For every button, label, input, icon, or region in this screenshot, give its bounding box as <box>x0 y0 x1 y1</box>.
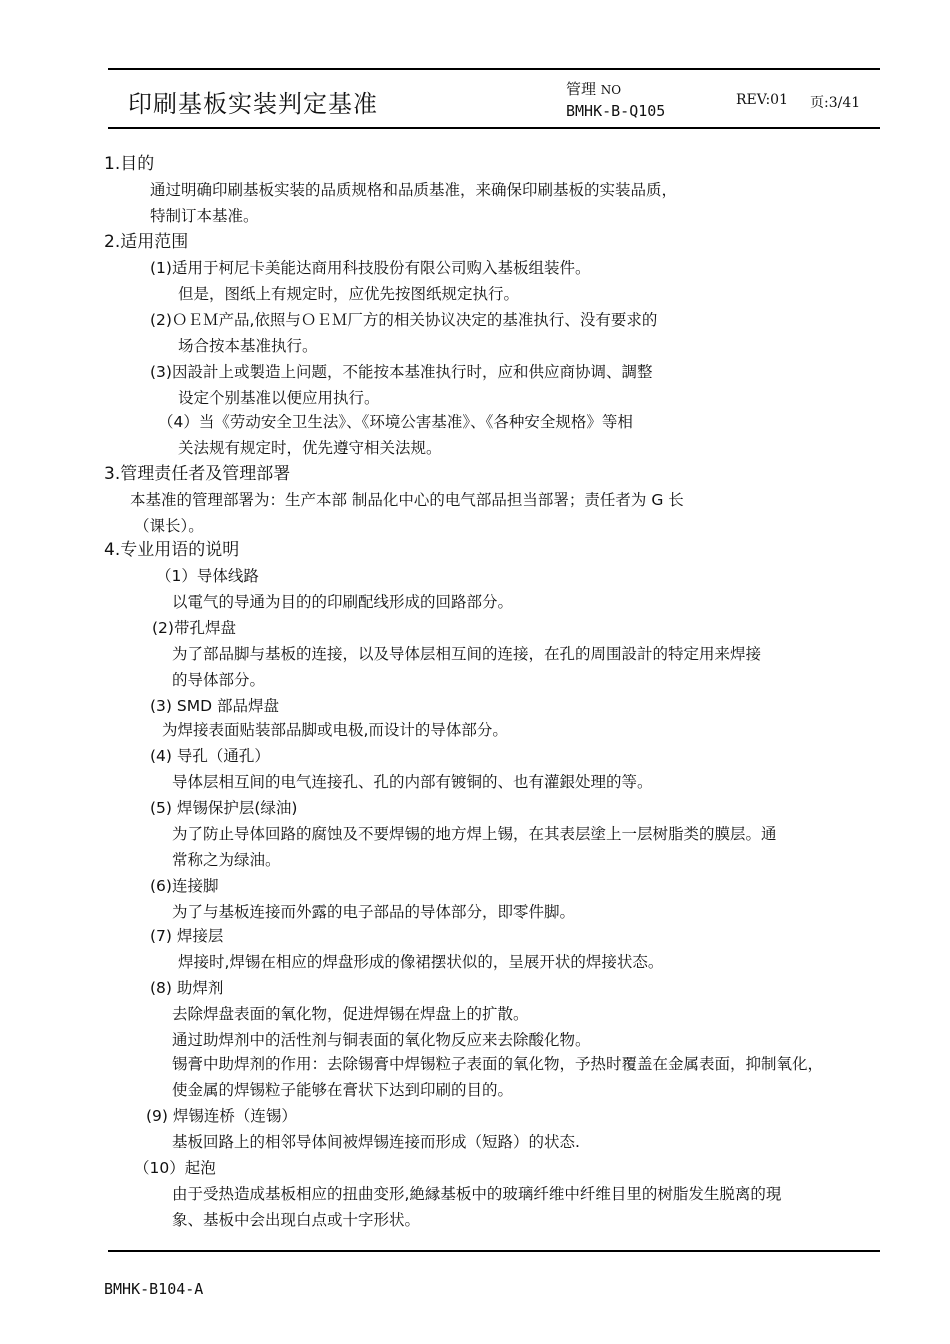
section-heading-responsibility: 3.管理责任者及管理部署 <box>104 464 291 484</box>
term-heading: (3) SMD 部品焊盘 <box>150 697 279 715</box>
header-top-rule <box>108 68 880 70</box>
body-line: 导体层相互间的电气连接孔、孔的内部有镀铜的、也有灌銀处理的等。 <box>172 773 653 791</box>
body-line: 特制订本基准。 <box>150 207 259 225</box>
term-heading: (5) 焊锡保护层(绿油) <box>150 799 298 817</box>
body-line: (2)ＯＥＭ产品,依照与ＯＥＭ厂方的相关协议决定的基准执行、没有要求的 <box>150 311 658 329</box>
term-heading: (4) 导孔（通孔） <box>150 747 270 765</box>
body-line: 为了与基板连接而外露的电子部品的导体部分，即零件脚。 <box>172 903 576 921</box>
body-line: 锡膏中助焊剂的作用：去除锡膏中焊锡粒子表面的氧化物，予热时覆盖在金属表面，抑制氧化， <box>172 1055 824 1073</box>
body-line: 焊接时,焊锡在相应的焊盘形成的像裙摆状似的，呈展开状的焊接状态。 <box>178 953 664 971</box>
header-bottom-rule <box>108 127 880 129</box>
body-line: 象、基板中会出现白点或十字形状。 <box>172 1211 421 1229</box>
management-no-label: NO <box>600 83 622 97</box>
body-line: 但是，图纸上有规定时，应优先按图纸规定执行。 <box>178 285 520 303</box>
body-line: 基板回路上的相邻导体间被焊锡连接而形成（短路）的状态. <box>172 1133 580 1151</box>
document-number: BMHK-B-Q105 <box>566 102 666 120</box>
page-number: 页:3/41 <box>810 95 861 111</box>
footer-form-code: BMHK-B104-A <box>104 1280 204 1298</box>
revision: REV:01 <box>736 92 788 108</box>
body-line: 为焊接表面贴装部品脚或电极,而设计的导体部分。 <box>162 721 508 739</box>
body-line: 使金属的焊锡粒子能够在膏状下达到印刷的目的。 <box>172 1081 514 1099</box>
term-heading: （10）起泡 <box>134 1159 216 1177</box>
term-heading: (2)带孔焊盘 <box>152 619 236 637</box>
body-line: 为了防止导体回路的腐蚀及不要焊锡的地方焊上锡，在其表层塗上一层树脂类的膜层。通 <box>172 825 777 843</box>
term-heading: (7) 焊接层 <box>150 927 224 945</box>
term-heading: (8) 助焊剂 <box>150 979 224 997</box>
body-line: 关法规有规定时，优先遵守相关法规。 <box>178 439 442 457</box>
term-heading: （1）导体线路 <box>156 567 259 585</box>
term-heading: (9) 焊锡连桥（连锡） <box>146 1107 297 1125</box>
section-heading-scope: 2.适用范围 <box>104 232 189 252</box>
body-line: 本基准的管理部署为：生产本部 制品化中心的电气部品担当部署；责任者为 G 长 <box>130 491 684 509</box>
body-line: （课长）。 <box>134 517 204 535</box>
body-line: 由于受热造成基板相应的扭曲变形,絶縁基板中的玻璃纤维中纤维目里的树脂发生脱离的現 <box>172 1185 782 1203</box>
body-line: 通过助焊剂中的活性剂与铜表面的氧化物反应来去除酸化物。 <box>172 1031 591 1049</box>
body-line: 去除焊盘表面的氧化物，促进焊锡在焊盘上的扩散。 <box>172 1005 529 1023</box>
section-heading-terms: 4.专业用语的说明 <box>104 540 240 560</box>
body-line: 场合按本基准执行。 <box>178 337 318 355</box>
body-line: 以電气的导通为目的的印刷配线形成的回路部分。 <box>172 593 514 611</box>
body-line: (3)因設計上或製造上问题，不能按本基准执行时，应和供应商协调、調整 <box>150 363 653 381</box>
body-line: 通过明确印刷基板实装的品质规格和品质基准，来确保印刷基板的实装品质， <box>150 181 678 199</box>
section-heading-purpose: 1.目的 <box>104 154 155 174</box>
term-heading: (6)连接脚 <box>150 877 219 895</box>
document-title: 印刷基板实装判定基准 <box>128 90 378 118</box>
body-line: （4）当《劳动安全卫生法》、《环境公害基准》、《各种安全规格》等相 <box>158 413 633 431</box>
body-line: 的导体部分。 <box>172 671 266 689</box>
body-line: 为了部品脚与基板的连接，以及导体层相互间的连接，在孔的周围設計的特定用来焊接 <box>172 645 762 663</box>
body-line: 设定个别基准以便应用执行。 <box>178 389 380 407</box>
management-label: 管理 <box>566 80 597 98</box>
body-line: 常称之为绿油。 <box>172 851 281 869</box>
footer-rule <box>108 1250 880 1252</box>
management-number-label <box>566 78 621 99</box>
body-line: (1)适用于柯尼卡美能达商用科技股份有限公司购入基板组装件。 <box>150 259 591 277</box>
